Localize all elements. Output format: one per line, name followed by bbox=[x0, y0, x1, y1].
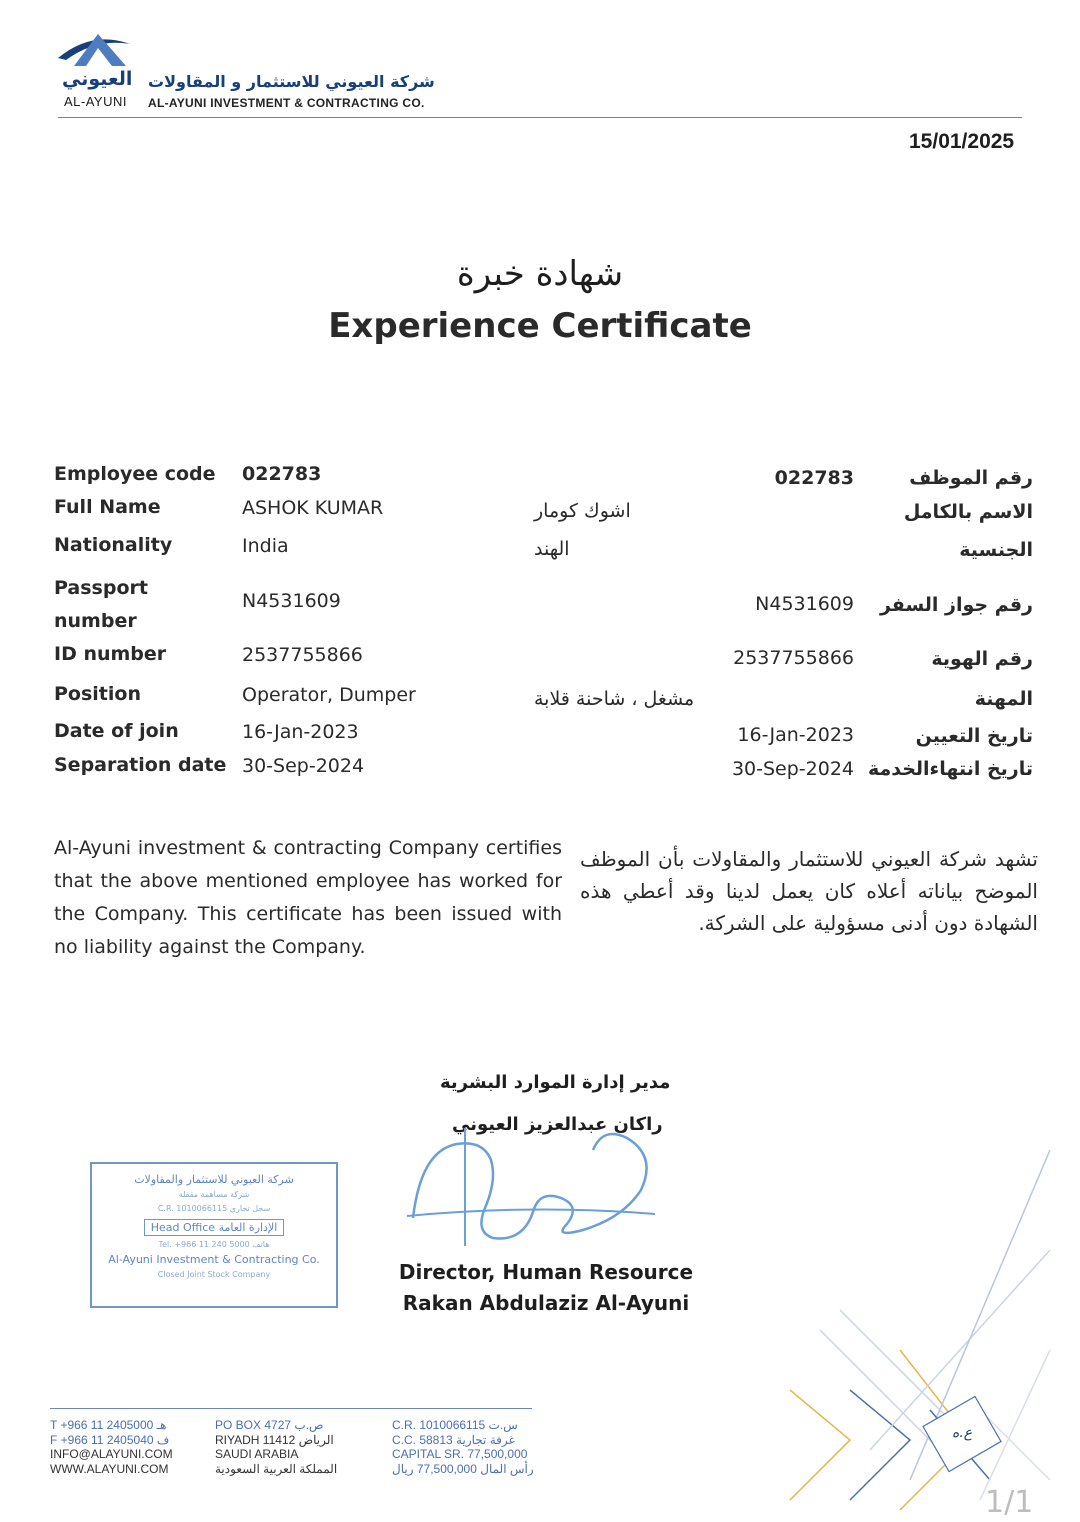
footer-email: INFO@ALAYUNI.COM bbox=[50, 1447, 173, 1461]
value-separation-date: 30-Sep-2024 bbox=[242, 755, 365, 777]
label-separation-date: Separation date bbox=[54, 754, 227, 776]
title-english: Experience Certificate bbox=[328, 306, 752, 346]
company-name-english: AL-AYUNI INVESTMENT & CONTRACTING CO. bbox=[148, 96, 425, 110]
signatory-title-arabic: مدير إدارة الموارد البشرية bbox=[440, 1072, 671, 1093]
stamp-line-5: Tel. +966 11 240 5000 هاتف bbox=[158, 1240, 270, 1249]
label-employee-code-ar: رقم الموظف bbox=[909, 467, 1033, 489]
statement-arabic: تشهد شركة العيوني للاستثمار والمقاولات بأن الموظف الموضح بياناته أعلاه كان يعمل لدينا وقد أعطي هذه الشهادة دون أدنى مسؤولية على الشركة. bbox=[580, 847, 1038, 935]
footer-registration bbox=[392, 1418, 534, 1476]
value-employee-code: 022783 bbox=[242, 463, 322, 485]
initials-mark: ع.ه bbox=[952, 1425, 973, 1441]
company-name-arabic: شركة العيوني للاستثمار و المقاولات bbox=[148, 72, 435, 91]
label-separation-date-ar: تاريخ انتهاءالخدمة bbox=[867, 758, 1033, 780]
footer-divider bbox=[50, 1408, 532, 1409]
footer-country: SAUDI ARABIA bbox=[215, 1447, 299, 1461]
value-passport-number: N4531609 bbox=[242, 590, 341, 612]
stamp-line-1: شركة العيوني للاستثمار والمقاولات bbox=[134, 1173, 294, 1186]
company-stamp bbox=[90, 1162, 338, 1308]
label-position: Position bbox=[54, 683, 141, 705]
label-passport-number: Passport number bbox=[54, 577, 148, 632]
value-full-name-ar: اشوك كومار bbox=[534, 500, 631, 522]
stamp-line-6: Al-Ayuni Investment & Contracting Co. bbox=[108, 1253, 320, 1266]
value-position-ar: مشغل ، شاحنة قلابة bbox=[534, 688, 695, 710]
footer-phone: T +966 11 2405000 هـ bbox=[50, 1418, 167, 1432]
footer-capital: CAPITAL SR. 77,500,000 bbox=[392, 1447, 528, 1461]
value-nationality: India bbox=[242, 535, 289, 557]
label-full-name: Full Name bbox=[54, 496, 161, 518]
label-date-of-join: Date of join bbox=[54, 720, 179, 742]
footer-po-box: PO BOX 4727 ص.ب bbox=[215, 1418, 324, 1432]
header-divider bbox=[58, 117, 1022, 118]
label-date-of-join-ar: تاريخ التعيين bbox=[915, 725, 1033, 747]
label-id-number-ar: رقم الهوية bbox=[931, 648, 1033, 670]
footer-country-ar: المملكة العربية السعودية bbox=[215, 1461, 338, 1476]
statement-english: Al-Ayuni investment & contracting Company certifies that the above mentioned employee has worked for the Company. This certificate has been issued with no liability against the Company. bbox=[54, 837, 562, 958]
value-employee-code-ar: 022783 bbox=[774, 467, 854, 489]
label-id-number: ID number bbox=[54, 643, 167, 665]
label-employee-code: Employee code bbox=[54, 463, 216, 485]
signatory-title-english: Director, Human Resource bbox=[398, 1260, 694, 1284]
stamp-line-4: Head Office الإدارة العامة bbox=[144, 1219, 285, 1236]
signatory-name-arabic: راكان عبدالعزيز العيوني bbox=[452, 1114, 663, 1135]
value-id-number-ar: 2537755866 bbox=[733, 647, 854, 669]
footer-fax: F +966 11 2405040 ف bbox=[50, 1432, 170, 1447]
value-nationality-ar: الهند bbox=[534, 538, 570, 560]
footer-cr: C.R. 1010066115 س.ت bbox=[392, 1418, 518, 1432]
label-position-ar: المهنة bbox=[974, 688, 1033, 710]
footer-address bbox=[215, 1418, 337, 1476]
signatory-name-english: Rakan Abdulaziz Al-Ayuni bbox=[402, 1291, 690, 1315]
value-date-of-join-ar: 16-Jan-2023 bbox=[737, 724, 854, 746]
footer-cc: C.C. 58813 غرفة تجارية bbox=[392, 1432, 515, 1447]
value-position: Operator, Dumper bbox=[242, 684, 416, 706]
value-id-number: 2537755866 bbox=[242, 644, 363, 666]
value-passport-number-ar: N4531609 bbox=[755, 593, 854, 615]
logo-mark-icon bbox=[52, 30, 134, 70]
value-full-name: ASHOK KUMAR bbox=[242, 497, 384, 519]
label-nationality-ar: الجنسية bbox=[959, 539, 1033, 561]
handwritten-signature bbox=[405, 1120, 665, 1260]
logo-english: AL-AYUNI bbox=[64, 94, 127, 109]
footer-capital-ar: رأس المال 77,500,000 ريال bbox=[392, 1461, 534, 1476]
label-passport-number-ar: رقم جواز السفر bbox=[879, 594, 1033, 616]
corner-decoration bbox=[780, 1150, 1060, 1510]
label-nationality: Nationality bbox=[54, 534, 173, 556]
issue-date: 15/01/2025 bbox=[909, 130, 1015, 153]
title-arabic: شهادة خبرة bbox=[456, 254, 624, 294]
logo-arabic: العيوني bbox=[62, 68, 133, 90]
page-number: 1/1 bbox=[985, 1485, 1034, 1520]
stamp-line-7: Closed Joint Stock Company bbox=[157, 1270, 271, 1279]
footer-city: RIYADH 11412 الرياض bbox=[215, 1432, 334, 1447]
footer-website: WWW.ALAYUNI.COM bbox=[50, 1461, 169, 1476]
company-logo bbox=[52, 30, 134, 70]
label-full-name-ar: الاسم بالكامل bbox=[903, 501, 1033, 523]
stamp-line-3: C.R. 1010066115 سجل تجاري bbox=[157, 1204, 271, 1213]
stamp-line-2: شركة مساهمة مقفلة bbox=[178, 1190, 250, 1199]
footer-contact bbox=[50, 1418, 173, 1476]
value-separation-date-ar: 30-Sep-2024 bbox=[731, 758, 854, 780]
value-date-of-join: 16-Jan-2023 bbox=[242, 721, 359, 743]
